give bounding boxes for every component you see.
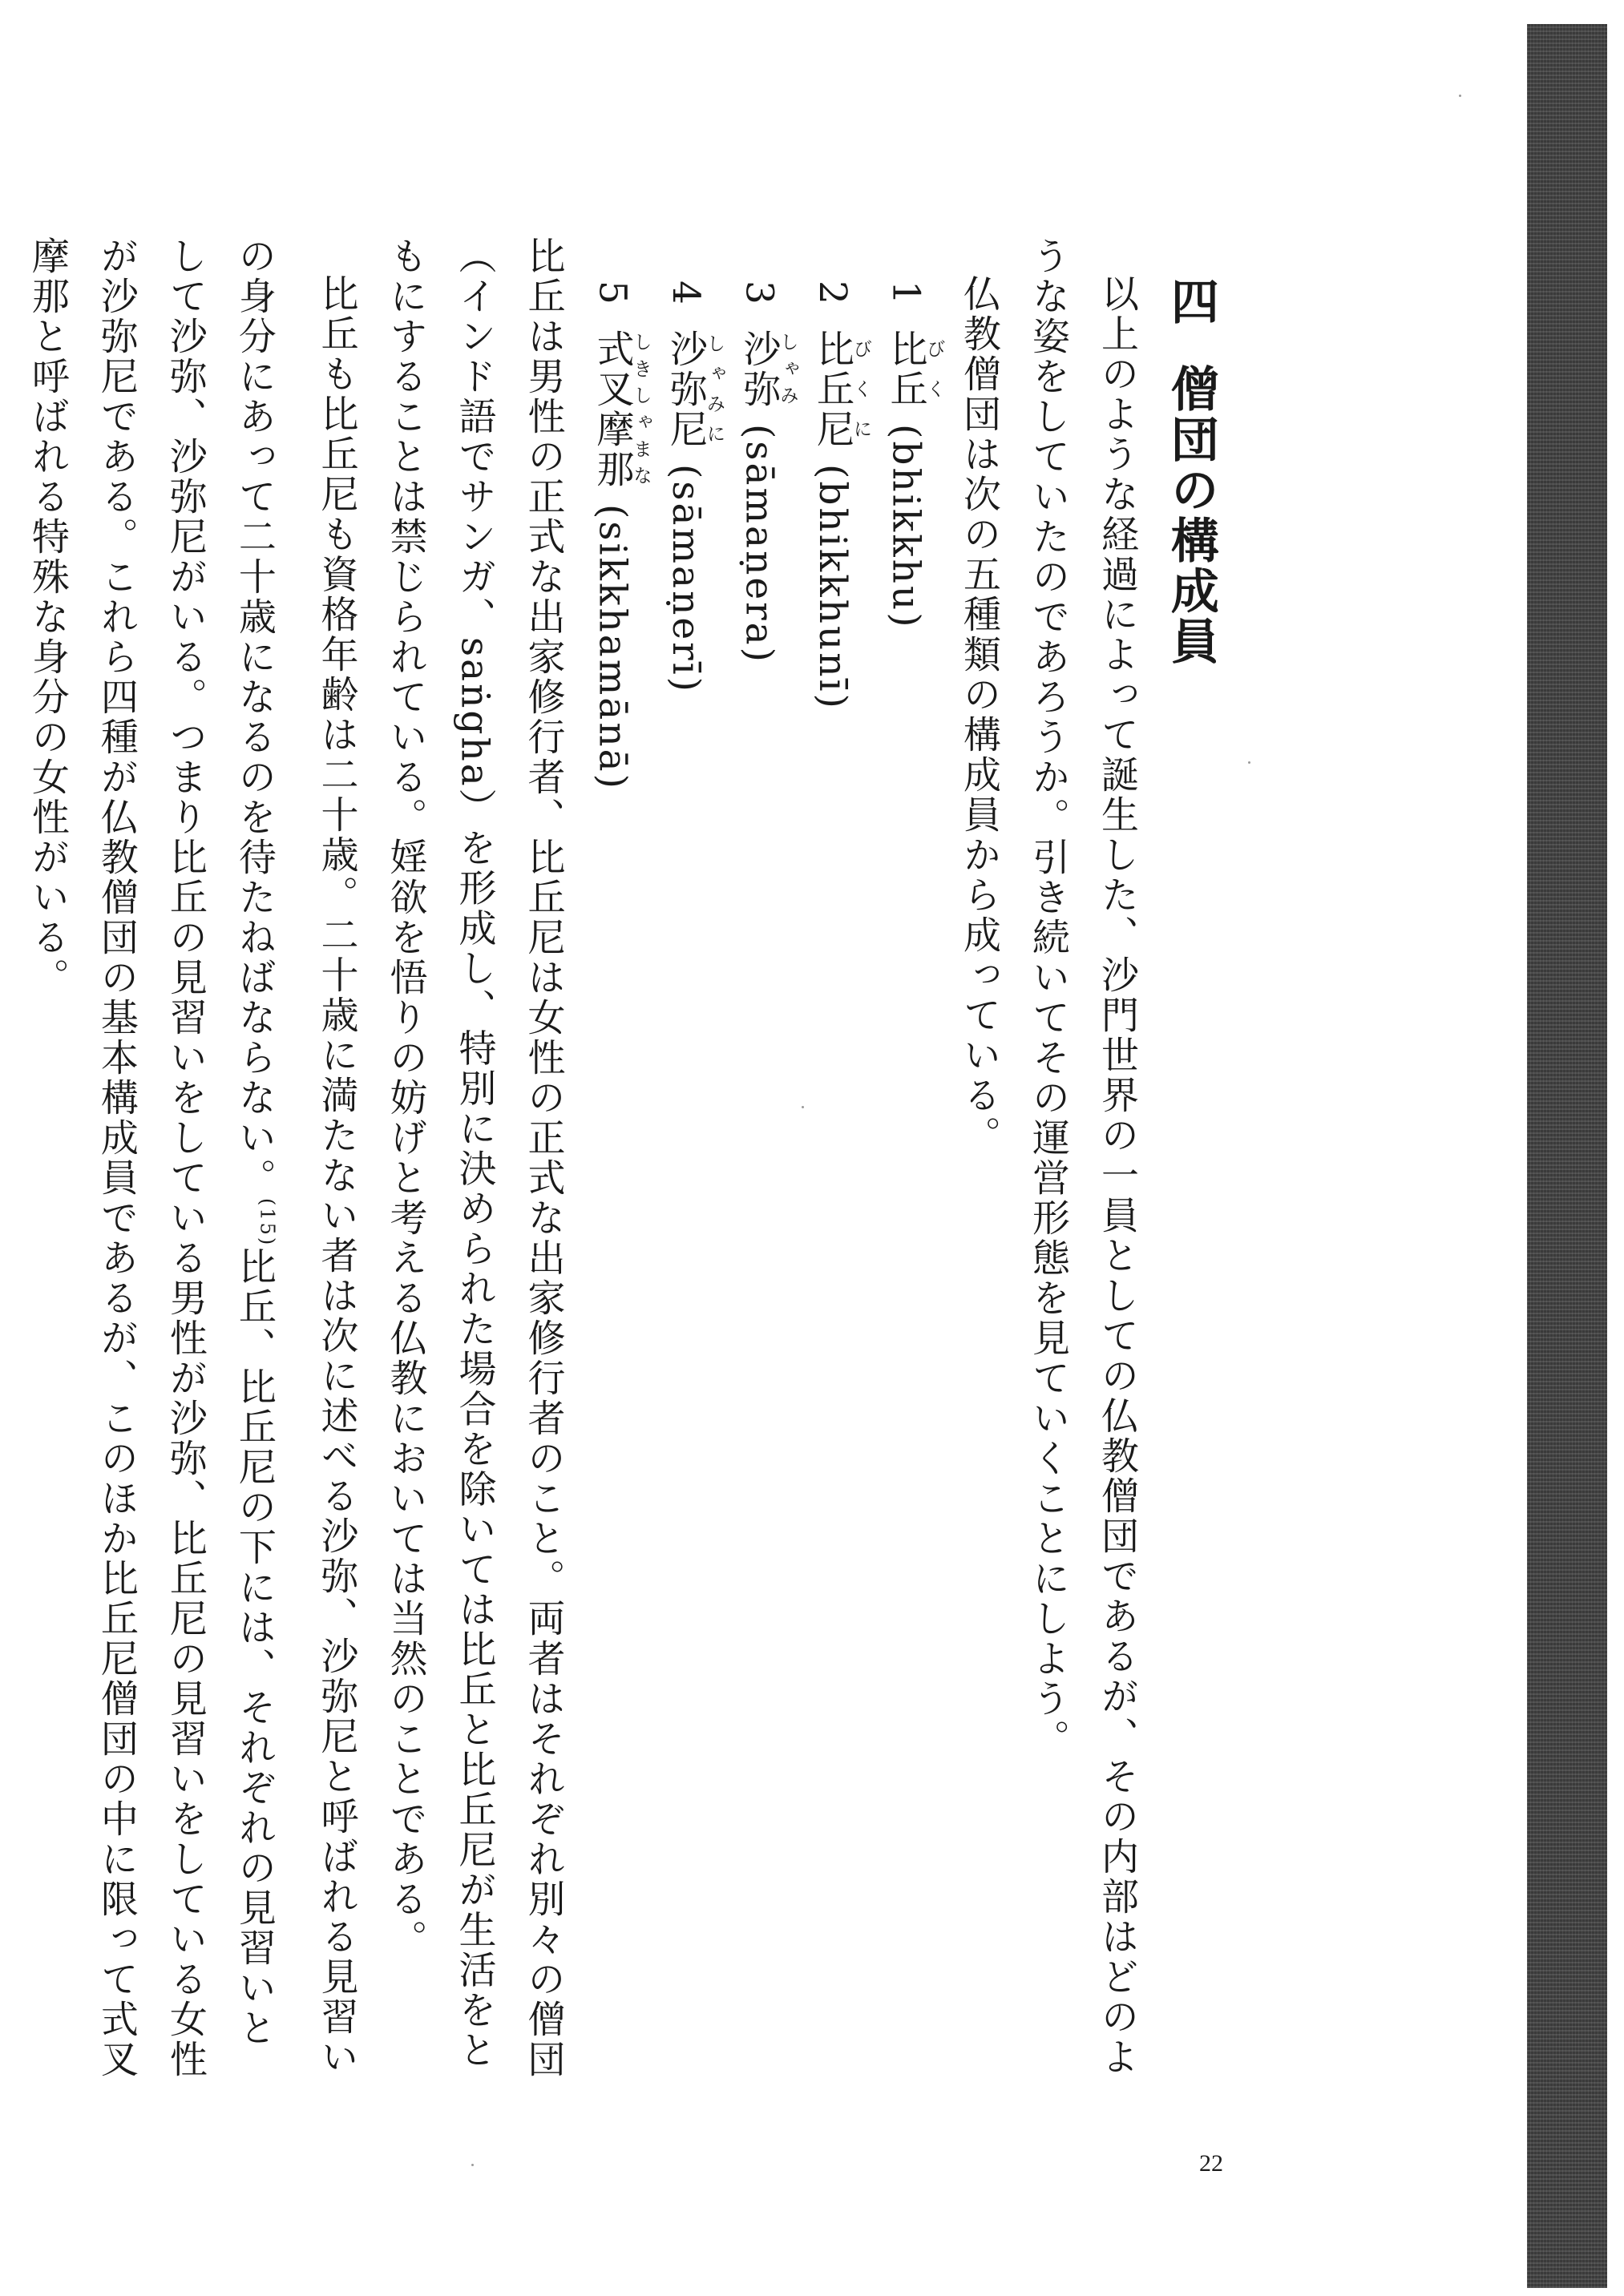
member-number: 4 — [664, 280, 708, 307]
member-reading: びくに — [850, 329, 873, 450]
scan-speck — [1248, 761, 1250, 764]
member-item — [871, 236, 945, 2080]
member-item — [578, 236, 652, 2080]
age-paragraph: 比丘も比丘尼も資格年齢は二十歳。二十歳に満たない者は次に述べる沙弥、沙弥尼と呼ばれる見習いの身分にあって二十歳になるのを待たねばならない。$^{(15)}$比丘、比丘尼の下には、それぞれの見習いとして沙弥、沙弥尼がいる。つまり比丘の見習いをしている男性が沙弥、比丘尼の見習いをしている女性が沙弥尼である。これら四種が仏教僧団の基本構成員であるが、このほか比丘尼僧団の中に限って式叉摩那と呼ばれる特殊な身分の女性がいる。 — [25, 236, 359, 2080]
member-romanization: (sāmaṇera) — [737, 423, 782, 664]
scan-speck — [1459, 95, 1461, 97]
member-number: 3 — [737, 280, 782, 307]
member-romanization: (sāmaṇerī) — [664, 463, 708, 694]
member-term: 式叉摩那しきしゃまな — [590, 329, 652, 490]
intro-paragraph: 以上のような経過によって誕生した、沙門世界の一員としての仏教僧団であるが、その内部はどのような姿をしていたのであろうか。引き続いてその運営形態を見ていくことにしよう。 — [1026, 236, 1139, 2077]
member-list — [578, 236, 945, 2080]
member-reading: びく — [923, 329, 946, 410]
member-romanization: (sikkhamānā) — [590, 503, 635, 791]
scan-edge-bar — [1527, 24, 1607, 2288]
member-reading: しゃみに — [703, 329, 726, 450]
member-term: 比丘びく — [883, 329, 946, 410]
member-term: 沙弥尼しゃみに — [664, 329, 726, 450]
list-lead-paragraph: 仏教僧団は次の五種類の構成員から成っている。 — [957, 274, 1001, 1156]
scan-speck — [802, 1106, 804, 1108]
definition-paragraph: 比丘は男性の正式な出家修行者、比丘尼は女性の正式な出家修行者のこと。両者はそれぞれ別々の僧団（インド語でサンガ、saṅgha）を形成し、特別に決められた場合を除いては比丘と比丘尼が生活をともにすることは禁じられている。婬欲を悟りの妨げと考える仏教においては当然のことである。 — [383, 236, 566, 2080]
member-term: 沙弥しゃみ — [737, 329, 799, 410]
member-number: 5 — [590, 280, 635, 307]
member-number: 2 — [810, 280, 854, 307]
member-reading: しきしゃまな — [630, 329, 652, 490]
member-number: 1 — [883, 280, 928, 307]
body-text — [13, 236, 1151, 2080]
member-romanization: (bhikkhunī) — [810, 463, 854, 711]
member-reading: しゃみ — [777, 329, 799, 410]
section-heading — [1162, 276, 1219, 667]
member-term: 比丘尼びくに — [810, 329, 873, 450]
member-item — [651, 236, 725, 2080]
scan-speck — [471, 2164, 474, 2166]
member-item — [798, 236, 871, 2080]
member-romanization: (bhikkhu) — [883, 423, 928, 630]
member-item — [725, 236, 798, 2080]
section-title: 僧団の構成員 — [1162, 364, 1219, 667]
footnote-marker[interactable]: (15) — [256, 1198, 279, 1248]
section-number: 四 — [1162, 276, 1219, 327]
page-number: 22 — [1199, 2150, 1223, 2177]
